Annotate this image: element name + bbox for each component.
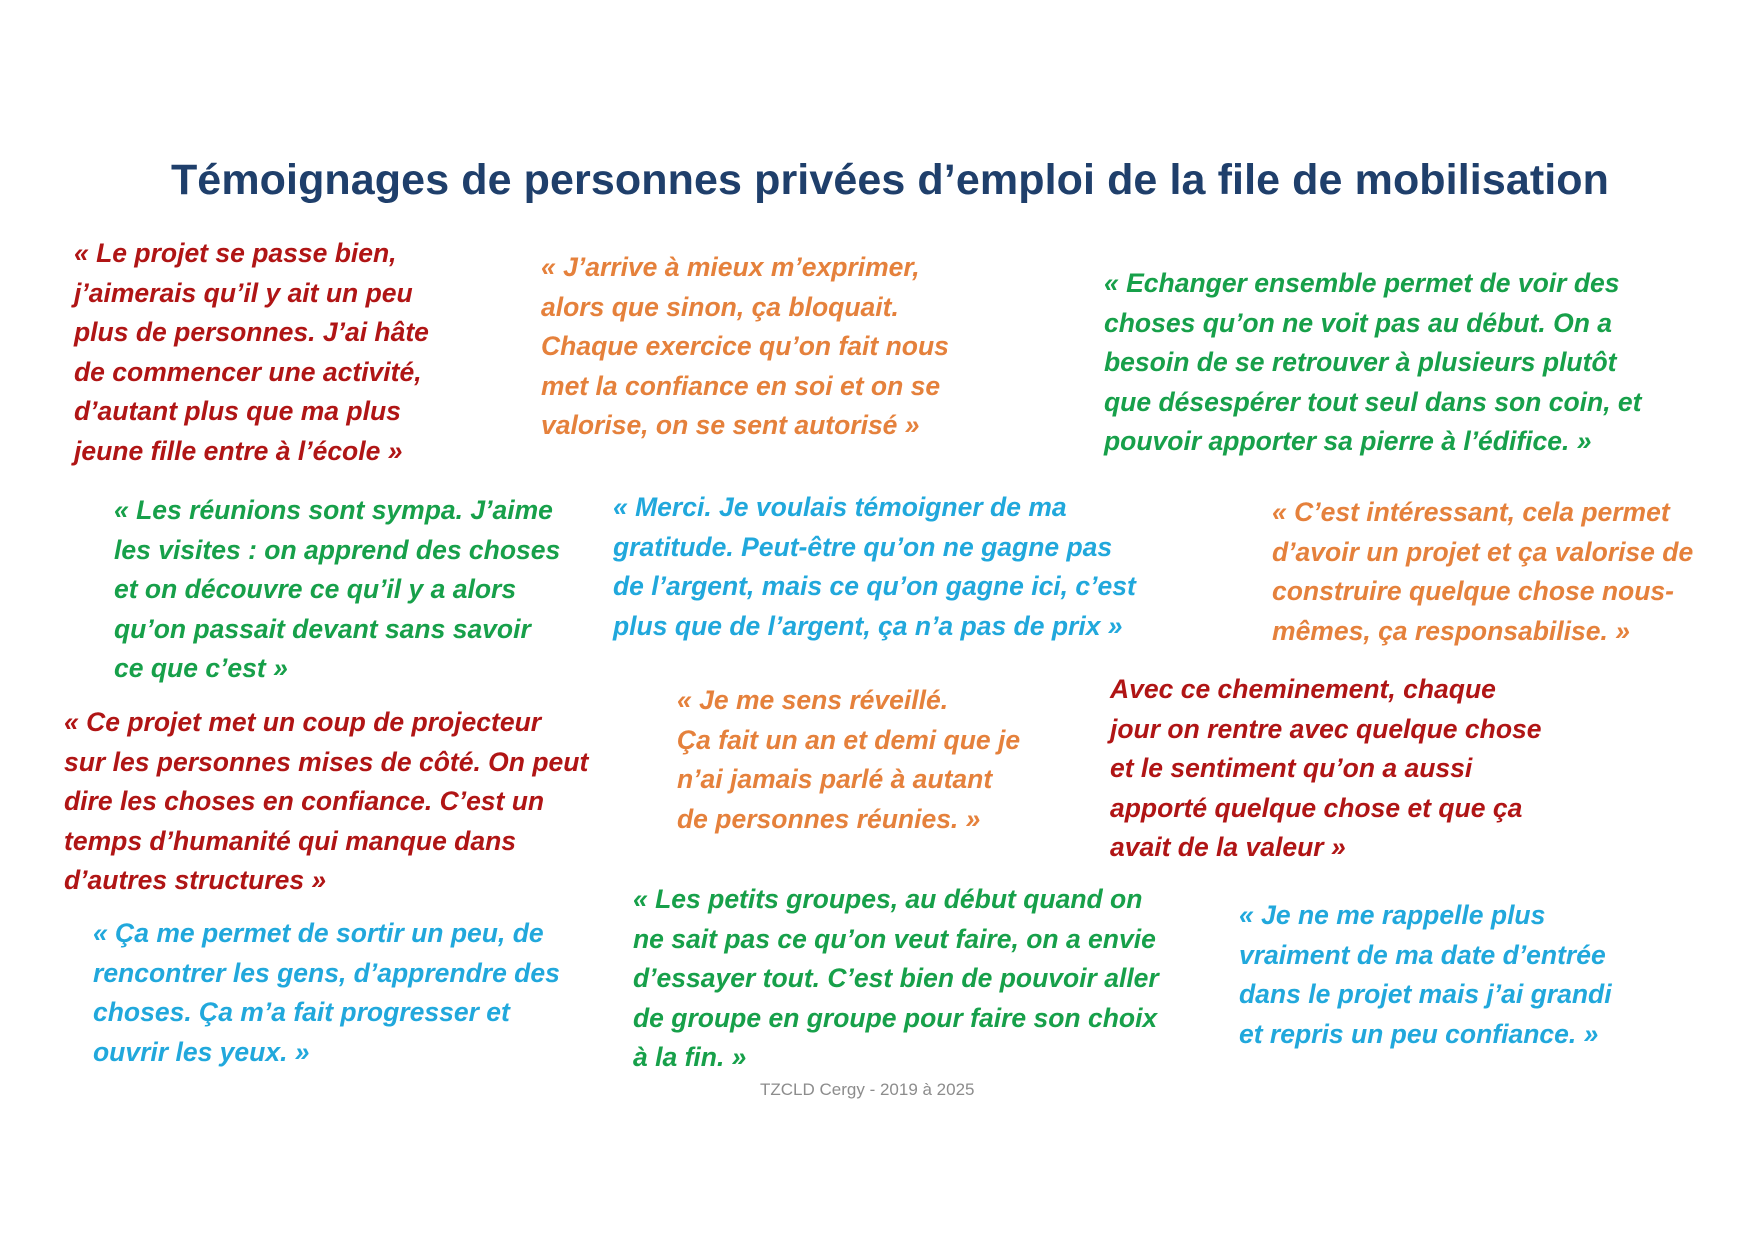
quote-line: « Ça me permet de sortir un peu, de xyxy=(93,918,544,948)
quote-line: « Ce projet met un coup de projecteur xyxy=(64,707,542,737)
quote-line: dire les choses en confiance. C’est un xyxy=(64,786,545,816)
quote-mieux-m-exprimer xyxy=(541,248,949,446)
quote-echanger-ensemble xyxy=(1104,264,1642,462)
quote-line: les visites : on apprend des choses xyxy=(114,534,561,565)
quote-coup-de-projecteur xyxy=(64,703,588,901)
quote-line: Chaque exercice qu’on fait nous xyxy=(541,331,949,361)
quote-line: pouvoir apporter sa pierre à l’édifice. » xyxy=(1104,426,1592,456)
quote-line: de commencer une activité, xyxy=(74,356,422,387)
quote-line: « J’arrive à mieux m’exprimer, xyxy=(541,252,920,282)
quote-line: et repris un peu confiance. » xyxy=(1239,1018,1599,1049)
quote-line: « Je ne me rappelle plus xyxy=(1239,900,1546,930)
quote-line: choses. Ça m’a fait progresser et xyxy=(93,997,510,1027)
page-title: Témoignages de personnes privées d’emploi de la file de mobilisation xyxy=(170,156,1610,204)
quote-line: que désespérer tout seul dans son coin, et xyxy=(1104,386,1642,417)
quote-line: jeune fille entre à l’école » xyxy=(74,435,403,466)
quote-line: de personnes réunies. » xyxy=(677,803,981,834)
quote-line: construire quelque chose nous- xyxy=(1272,576,1674,606)
quote-sortir-un-peu xyxy=(93,914,560,1072)
quote-line: Avec ce cheminement, chaque xyxy=(1110,674,1496,704)
quote-line: gratitude. Peut-être qu’on ne gagne pas xyxy=(613,531,1113,562)
quote-line: de l’argent, mais ce qu’on gagne ici, c’est xyxy=(613,571,1136,601)
quote-c-est-interessant xyxy=(1272,493,1693,651)
quote-line: de groupe en groupe pour faire son choix xyxy=(633,1002,1158,1033)
quote-line: « Le projet se passe bien, xyxy=(74,238,397,268)
quote-line: « Je me sens réveillé. xyxy=(677,685,949,715)
quote-line: mêmes, ça responsabilise. » xyxy=(1272,615,1630,646)
quote-line: ce que c’est » xyxy=(114,653,288,683)
quote-line: « Merci. Je voulais témoigner de ma xyxy=(613,492,1067,522)
quote-line: d’autant plus que ma plus xyxy=(74,396,401,426)
quote-line: et on découvre ce qu’il y a alors xyxy=(114,574,517,604)
footer-credit: TZCLD Cergy - 2019 à 2025 xyxy=(760,1080,975,1099)
quote-reunions-sympa xyxy=(114,491,560,689)
quote-line: ne sait pas ce qu’on veut faire, on a envie xyxy=(633,923,1156,954)
quote-je-me-sens-reveille xyxy=(677,681,1020,839)
quote-line: vraiment de ma date d’entrée xyxy=(1239,939,1606,970)
quote-line: rencontrer les gens, d’apprendre des xyxy=(93,957,560,988)
quote-line: apporté quelque chose et que ça xyxy=(1110,792,1523,823)
quote-line: sur les personnes mises de côté. On peut xyxy=(64,746,589,777)
quote-line: dans le projet mais j’ai grandi xyxy=(1239,979,1612,1009)
quote-line: « Les réunions sont sympa. J’aime xyxy=(114,495,553,525)
quote-avec-ce-cheminement xyxy=(1110,670,1541,868)
quote-line: d’autres structures » xyxy=(64,865,327,895)
quote-merci-gratitude xyxy=(613,488,1136,646)
quote-projet-se-passe-bien xyxy=(74,234,429,471)
quote-line: d’essayer tout. C’est bien de pouvoir aller xyxy=(633,963,1159,993)
quote-line: « Les petits groupes, au début quand on xyxy=(633,884,1143,914)
quote-line: « C’est intéressant, cela permet xyxy=(1272,497,1670,527)
quote-line: temps d’humanité qui manque dans xyxy=(64,825,517,856)
quote-line: alors que sinon, ça bloquait. xyxy=(541,291,899,322)
quote-line: Ça fait un an et demi que je xyxy=(677,724,1021,755)
quote-line: « Echanger ensemble permet de voir des xyxy=(1104,268,1620,298)
quote-line: qu’on passait devant sans savoir xyxy=(114,613,531,644)
quote-line: avait de la valeur » xyxy=(1110,832,1346,862)
quote-line: choses qu’on ne voit pas au début. On a xyxy=(1104,307,1612,338)
quote-petits-groupes xyxy=(633,880,1159,1078)
quote-line: j’aimerais qu’il y ait un peu xyxy=(74,277,413,308)
quote-line: besoin de se retrouver à plusieurs plutôt xyxy=(1104,347,1617,377)
quote-line: valorise, on se sent autorisé » xyxy=(541,410,920,440)
quote-line: plus que de l’argent, ça n’a pas de prix » xyxy=(613,610,1123,641)
quote-line: jour on rentre avec quelque chose xyxy=(1110,713,1542,744)
quote-line: ouvrir les yeux. » xyxy=(93,1036,310,1067)
quote-line: n’ai jamais parlé à autant xyxy=(677,764,993,794)
quote-line: d’avoir un projet et ça valorise de xyxy=(1272,536,1694,567)
quote-line: plus de personnes. J’ai hâte xyxy=(74,317,429,347)
quote-line: et le sentiment qu’on a aussi xyxy=(1110,753,1473,783)
quote-je-ne-me-rappelle-plus xyxy=(1239,896,1612,1054)
quote-line: met la confiance en soi et on se xyxy=(541,370,941,401)
quote-line: à la fin. » xyxy=(633,1042,747,1072)
